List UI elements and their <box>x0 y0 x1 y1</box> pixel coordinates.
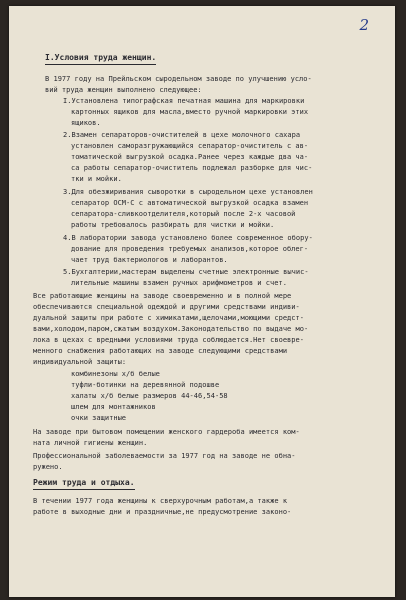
text-line: В 1977 году на Прейльском сыродельном заводе по улучшению усло- <box>45 75 312 83</box>
text-line: 5.Бухгалтерии,мастерам выделены счетные электронные вычис- <box>63 268 309 276</box>
text-line: 2.Взамен сепараторов-очистителей в цехе молочного сахара <box>63 131 301 139</box>
text-line: вий труда женщин выполнено следующее: <box>45 86 202 94</box>
text-line: индивидуальной защиты: <box>33 358 127 366</box>
text-line: установлен саморазгружающийся сепаратор-очиститель с ав- <box>71 142 309 150</box>
list-item: халаты х/б белые размеров 44-46,54-58 <box>71 392 228 400</box>
text-line: дование для проведения требуемых анализов,которое облег- <box>71 245 309 253</box>
text-line: обеспечиваются специальной одеждой и другими средствами индиви- <box>33 303 300 311</box>
text-line: На заводе при бытовом помещении женского гардероба имеется ком- <box>33 428 300 436</box>
typed-text <box>9 6 395 531</box>
text-line: 3.Для обезжиривания сыворотки в сыродельном цехе установлен <box>63 188 313 196</box>
text-line: са работы сепаратор-очиститель подлежал разборке для чис- <box>71 164 313 172</box>
text-line: Профессиональной заболеваемости за 1977 год на заводе не обна- <box>33 452 296 460</box>
text-line: менного снабжения работающих на заводе следующими средствами <box>33 347 288 355</box>
text-line: тки и мойки. <box>71 175 122 183</box>
text-line: работе в выходные дни и праздничные,не предусмотрение законо- <box>33 508 292 516</box>
text-line: В течении 1977 года женщины к сверхурочным работам,а также к <box>33 497 288 505</box>
text-line: дуальной защиты при работе с химикатами,щелочами,моющими средст- <box>33 314 304 322</box>
section-heading-2: Режим труда и отдыха. <box>33 478 135 490</box>
list-item: шлем для монтажников <box>71 403 156 411</box>
document-page <box>9 6 395 597</box>
text-line: сепаратора-сливкоотделителя,который после 2-х часовой <box>71 210 296 218</box>
text-line: томатической выгрузкой осадка.Ранее через каждые два ча- <box>71 153 309 161</box>
text-line: лительные машины взамен ручных арифмометров и счет. <box>71 279 287 287</box>
text-line: Все работающие женщины на заводе своевременно и в полной мере <box>33 292 292 300</box>
list-item: очки защитные <box>71 414 127 422</box>
text-line: ружено. <box>33 463 63 471</box>
list-item: комбинезоны х/б белые <box>71 370 160 378</box>
text-line: картонных ящиков для масла,вместо ручной маркировки этих <box>71 108 309 116</box>
text-line: работы требовалось разбирать для чистки и мойки. <box>71 221 275 229</box>
text-line: ната личной гигиены женщин. <box>33 439 148 447</box>
text-line: 4.В лаборатории завода установлено более современное оборy- <box>63 234 313 242</box>
text-line: чает труд бактериологов и лаборантов. <box>71 256 228 264</box>
text-line: вами,холодом,паром,сжатым воздухом.Законодательство по выдаче мо- <box>33 325 309 333</box>
text-line: сепаратор ОСМ-С с автоматической выгрузкой осадка взамен <box>71 199 309 207</box>
text-line: лока в цехах с вредными условиями труда соблюдается.Нет своевре- <box>33 336 304 344</box>
page-number: 2 <box>359 16 369 34</box>
text-line: ящиков. <box>71 119 101 127</box>
section-heading-1: I.Условия труда женщин. <box>45 53 156 65</box>
list-item: туфли-ботинки на деревянной подошве <box>71 381 220 389</box>
text-line: I.Установлена типографская печатная машина для маркировки <box>63 97 305 105</box>
